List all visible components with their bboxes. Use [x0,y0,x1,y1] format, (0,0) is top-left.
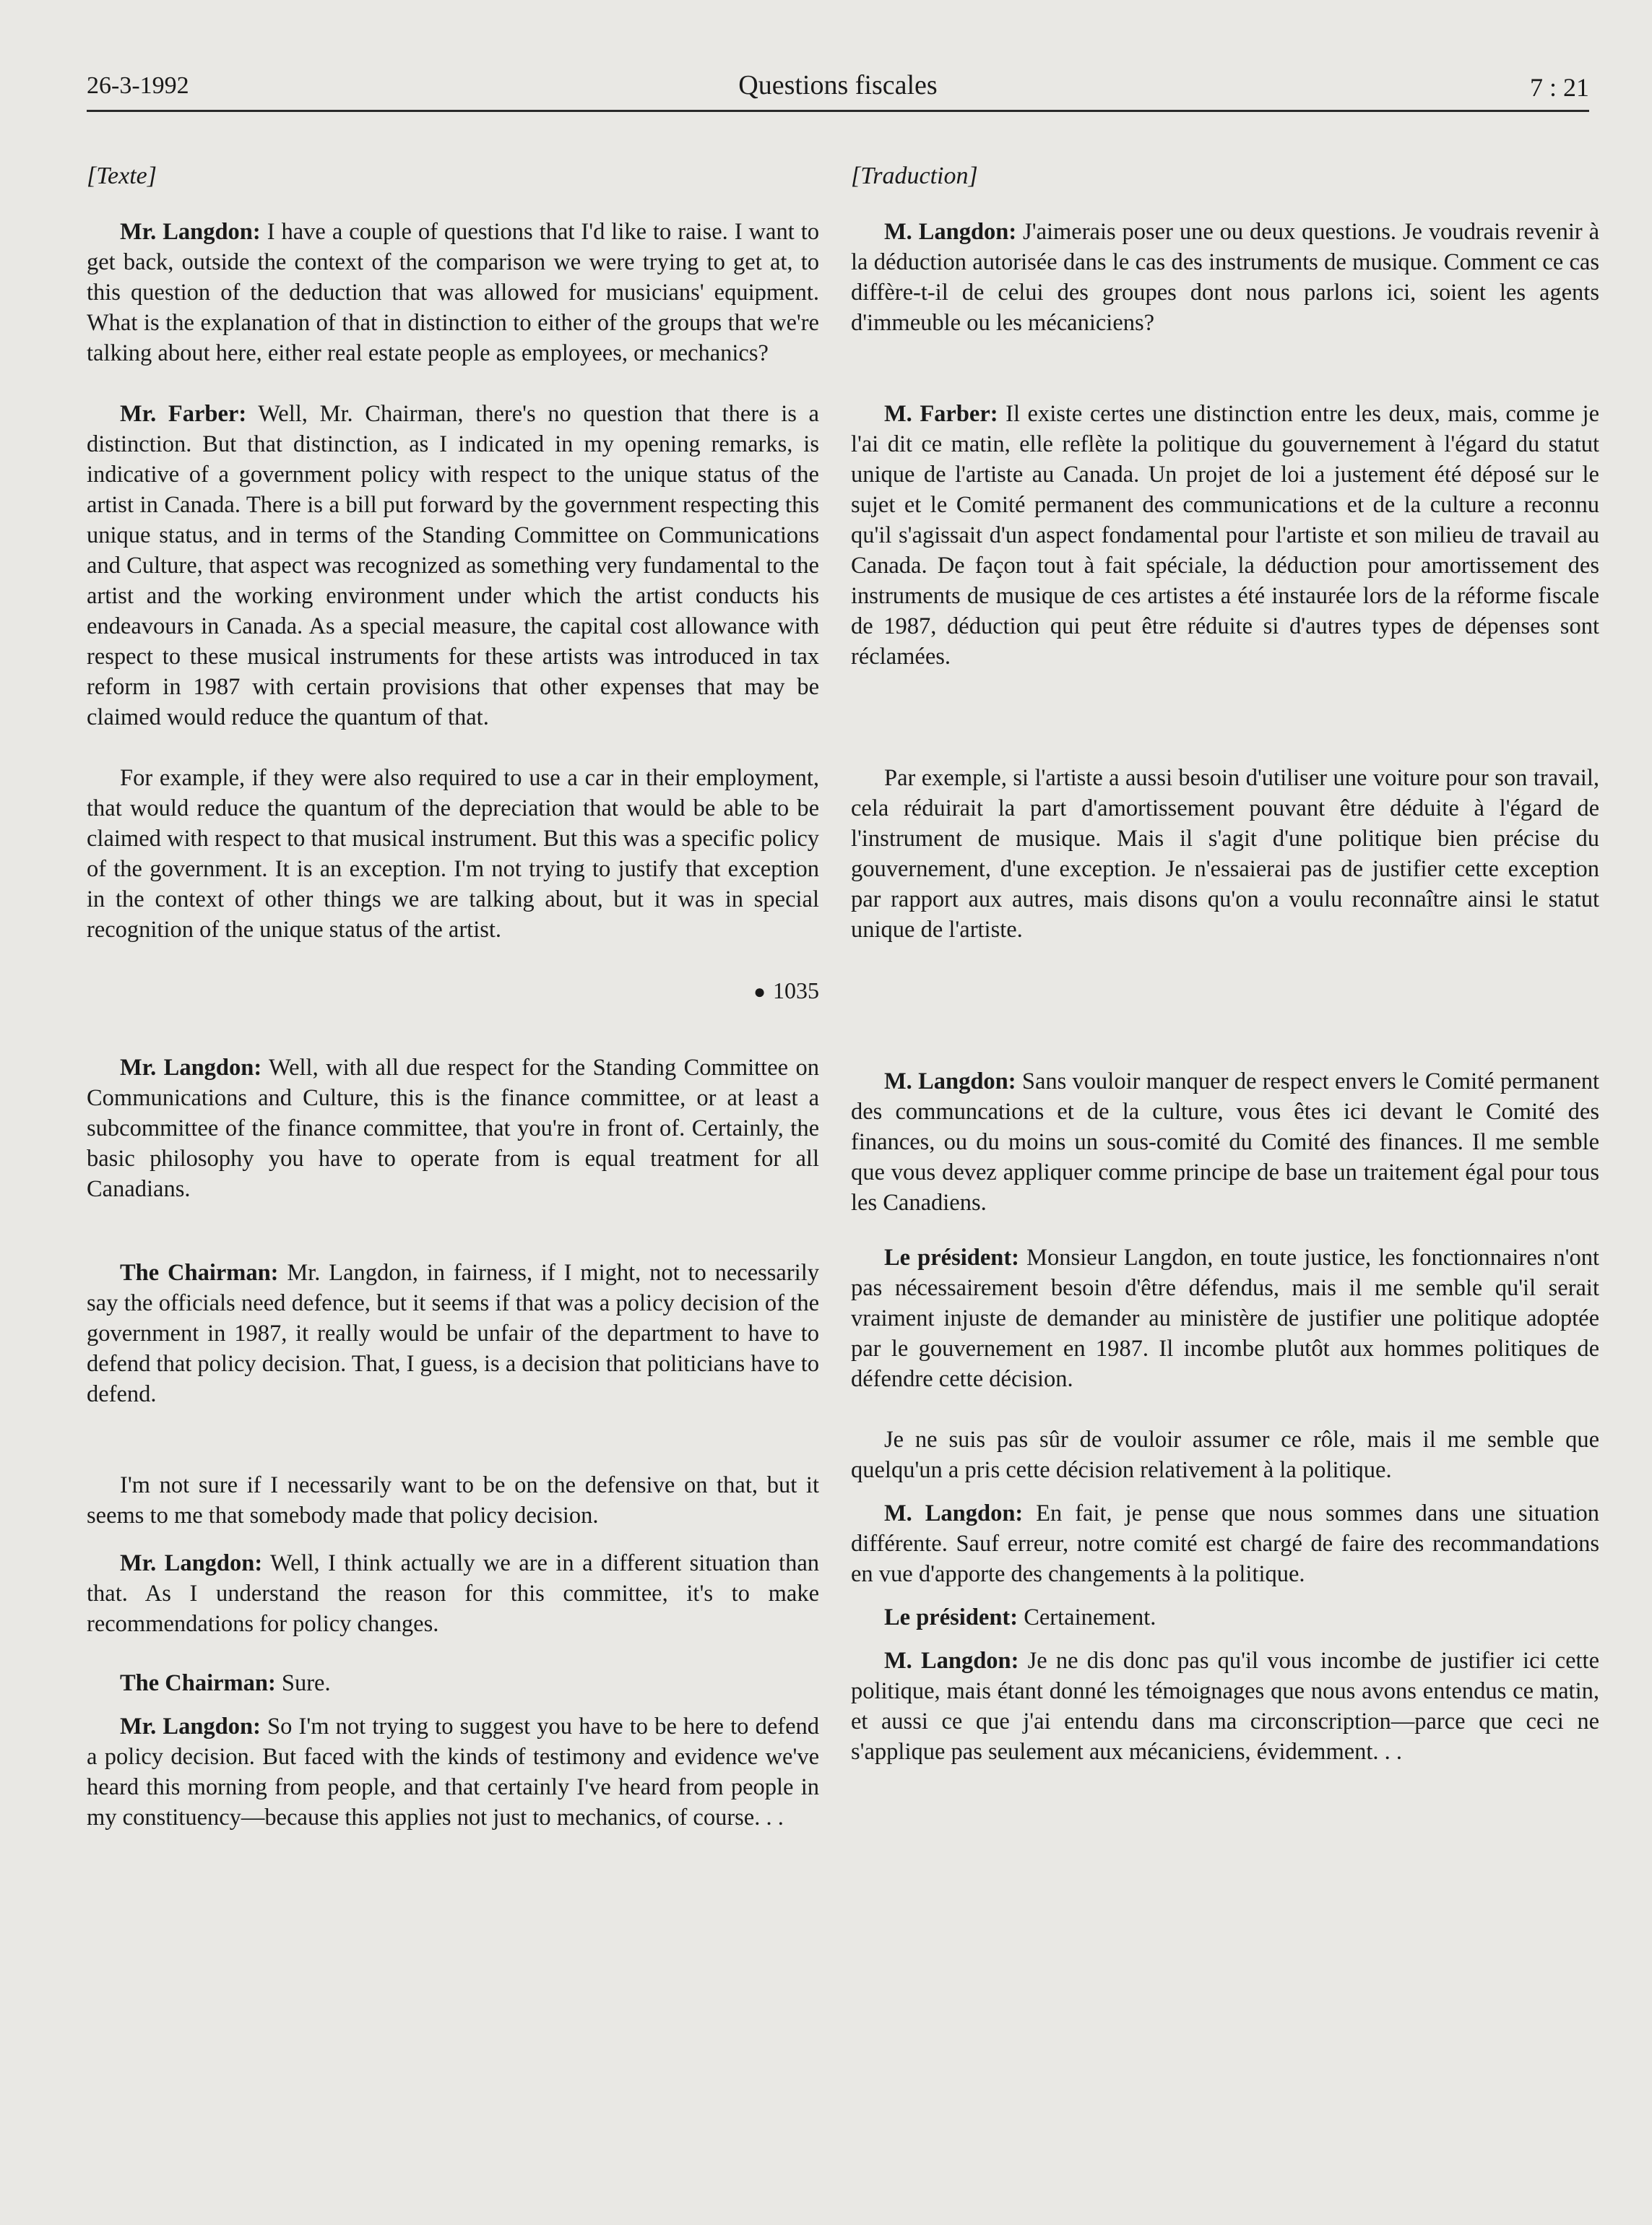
speech-text: So I'm not trying to suggest you have to be here to defend a policy decision. But faced with the kinds of testimony and evidence we've heard this morning from people, and that certainly I've heard from people in my constituency—because this applies not just to mechanics, of course. . . [87,1714,819,1831]
page-header [87,69,1589,112]
speaker-name: Mr. Langdon: [120,1055,262,1081]
speaker-name: The Chairman: [120,1260,279,1286]
speaker-name: M. Langdon: [884,1068,1016,1094]
paragraph-fr-1 [851,217,1599,338]
english-column [87,160,819,1833]
header-title: Questions fiscales [738,70,938,100]
speaker-name: Mr. Langdon: [120,1714,261,1740]
speaker-name: M. Langdon: [884,1648,1019,1674]
speaker-name: Mr. Langdon: [120,1550,263,1576]
speaker-name: Mr. Farber: [120,401,247,427]
paragraph-fr-7 [851,1498,1599,1589]
speech-text: Il existe certes une distinction entre les deux, mais, comme je l'ai dit ce matin, elle reflète la politique du gouvernement à l'égard du statut unique de l'artiste au Canada. Un projet de loi a justement été déposé sur le sujet et le Comité permanent des communications et de la culture a reconnu qu'il s'agissait d'un aspect fondamental pour l'artiste et son milieu de travail au Canada. De façon tout à fait spéciale, la déduction pour amortissement des instruments de musique de ces artistes a été instaurée lors de la réforme fiscale de 1987, déduction qui peut être réduite si d'autres types de dépenses sont réclamées. [851,401,1599,670]
speech-text: En fait, je pense que nous sommes dans une situation différente. Sauf erreur, notre comité est chargé de faire des recommandations en vue d'apporte des changements à la politique. [851,1500,1600,1587]
speech-text: Sans vouloir manquer de respect envers le Comité permanent des communcations et de la culture, vous êtes ici devant le Comité des finances, ou du moins un sous-comité du Comité des finances. Il me semble que vous devez appliquer comme principe de base un traitement égal pour tous les Canadiens. [851,1068,1599,1216]
speaker-name: Le président: [884,1604,1019,1630]
language-tag: [Texte] [87,163,157,189]
paragraph-fr-5 [851,1243,1599,1394]
time-marker-text: 1035 [773,977,819,1003]
header-page-number: 7 : 21 [1529,73,1589,102]
speech-text: Par exemple, si l'artiste a aussi besoin d'utiliser une voiture pour son travail, cela réduirait la part d'amortissement pouvant être déduite à l'égard de l'instrument de musique. Mais il s'agit d'une politique bien précise du gouvernement, d'une exception. Je n'essaierai pas de justifier cette exception par rapport aux autres, mais disons qu'on a voulu reconnaître ainsi le statut unique de l'artiste. [851,765,1599,943]
speaker-name: M. Langdon: [884,1500,1024,1526]
bullet-icon: ● [753,981,766,1003]
paragraph-fr-6 [851,1425,1599,1485]
paragraph-en-4 [87,1053,819,1204]
paragraph-en-8 [87,1668,819,1698]
paragraph-fr-8 [851,1602,1599,1633]
paragraph-en-7 [87,1548,819,1639]
speaker-name: Le président: [884,1245,1019,1271]
paragraph-en-6 [87,1470,819,1531]
time-marker [87,975,819,1008]
speaker-name: M. Langdon: [884,219,1017,245]
paragraph-fr-3 [851,763,1599,945]
speech-text: I'm not sure if I necessarily want to be on the defensive on that, but it seems to me that somebody made that policy decision. [87,1472,819,1529]
paragraph-fr-9 [851,1646,1599,1767]
speaker-name: Mr. Langdon: [120,219,261,245]
paragraph-en-3 [87,763,819,945]
speech-text: Well, Mr. Chairman, there's no question that there is a distinction. But that distinction, as I indicated in my opening remarks, is indicative of a government policy with respect to the unique status of the artist in Canada. There is a bill put forward by the government respecting this unique status, and in terms of the Standing Committee on Communications and Culture, that aspect was recognized as something very fundamental to the artist and the working environment under which the artist conducts his endeavours in Canada. As a special measure, the capital cost allowance with respect to these musical instruments for these artists was introduced in tax reform in 1987 with certain provisions that other expenses that may be claimed would reduce the quantum of that. [87,401,819,730]
speech-text: For example, if they were also required to use a car in their employment, that would reduce the quantum of the depreciation that would be able to be claimed with respect to that musical instrument. But this was a specific policy of the government. It is an exception. I'm not trying to justify that exception in the context of other things we are talking about, but it was in special recognition of the unique status of the artist. [87,765,819,943]
speech-text: Well, with all due respect for the Standing Committee on Communications and Culture, this is the finance committee, or at least a subcommittee of the finance committee, that you're in front of. Certainly, the basic philosophy you have to operate from is equal treatment for all Canadians. [87,1055,819,1202]
speech-text: Monsieur Langdon, en toute justice, les fonctionnaires n'ont pas nécessairement besoin d'être défendus, mais il me semble qu'il serait vraiment injuste de demander au ministère de justifier une politique adoptée par le gouvernement en 1987. Il incombe plutôt aux hommes politiques de défendre cette décision. [851,1245,1599,1392]
header-date: 26-3-1992 [87,72,189,99]
paragraph-fr-4 [851,1066,1599,1218]
speech-text: Sure. [275,1670,331,1696]
paragraph-fr-2 [851,399,1599,672]
speech-text: Je ne dis donc pas qu'il vous incombe de justifier ici cette politique, mais étant donné les témoignages que nous avons entendus ce matin, et aussi ce que j'ai entendu dans ma circonscription—parce que ceci ne s'applique pas seulement aux mécaniciens, évidemment. . . [851,1648,1599,1765]
speech-text: J'aimerais poser une ou deux questions. Je voudrais revenir à la déduction autorisée dans le cas des instruments de musique. Comment ce cas diffère-t-il de celui des groupes dont nous parlons ici, soient les agents d'immeuble ou les mécaniciens? [851,219,1599,336]
speaker-name: M. Farber: [884,401,998,427]
french-column [851,160,1599,1767]
speech-text: I have a couple of questions that I'd like to raise. I want to get back, outside the context of the comparison we were trying to get at, to this question of the deduction that was allowed for musicians' equipment. What is the explanation of that in distinction to either of the groups that we're talking about here, either real estate people as employees, or mechanics? [87,219,819,366]
speaker-name: The Chairman: [120,1670,276,1696]
paragraph-en-9 [87,1711,819,1833]
speech-text: Well, I think actually we are in a different situation than that. As I understand the reason for this committee, it's to make recommendations for policy changes. [87,1550,819,1637]
speech-text: Certainement. [1018,1604,1156,1630]
paragraph-en-1 [87,217,819,368]
paragraph-en-5 [87,1258,819,1409]
speech-text: Je ne suis pas sûr de vouloir assumer ce rôle, mais il me semble que quelqu'un a pris cette décision relativement à la politique. [851,1427,1599,1483]
paragraph-en-2 [87,399,819,733]
speech-text: Mr. Langdon, in fairness, if I might, not to necessarily say the officials need defence, but it seems if that was a policy decision of the government in 1987, it really would be unfair of the department to have to defend that policy decision. That, I guess, is a decision that politicians have to defend. [87,1260,819,1407]
language-tag: [Traduction] [851,163,978,189]
